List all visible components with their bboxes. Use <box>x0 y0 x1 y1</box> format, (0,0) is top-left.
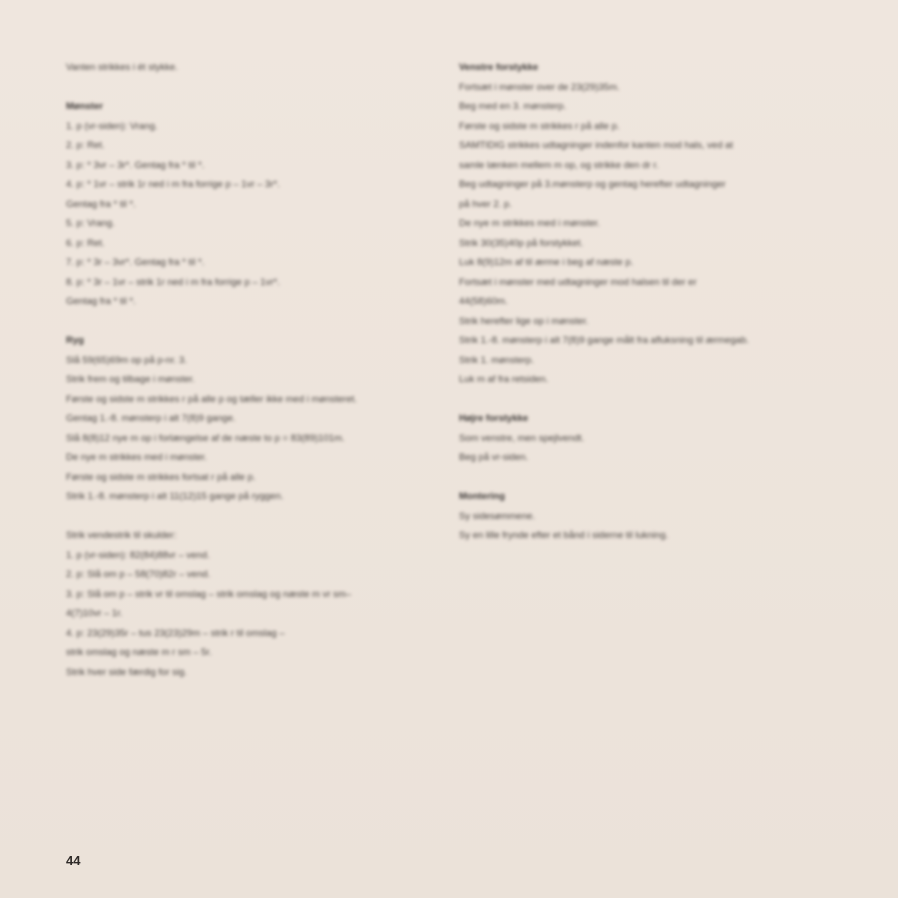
shoulder-line: 3. p: Slå om p – strik vr til omslag – strik omslag og næste m vr sm– <box>66 588 352 600</box>
right-front-line: Beg på vr-siden. <box>459 452 529 463</box>
intro-text: Vanten strikkes i ét stykke. <box>66 62 178 73</box>
left-front-line: Strik 1. mønsterp. <box>459 354 534 366</box>
pattern-line: 7. p: * 3r – 3vr*. Gentag fra * til *. <box>66 257 205 268</box>
pattern-line: 6. p: Ret. <box>66 237 105 249</box>
finishing-heading: Montering <box>459 491 505 502</box>
left-column <box>66 58 438 682</box>
back-line: De nye m strikkes med i mønster. <box>66 452 207 463</box>
back-line: Første og sidste m strikkes r på alle p og tæller ikke med i mønsteret. <box>66 393 357 405</box>
spacer <box>66 312 438 332</box>
left-front-line: Strik herefter lige op i mønster. <box>459 315 589 327</box>
pattern-line: 8. p: * 3r – 1vr – strik 1r ned i m fra forrige p – 1vr*. <box>66 276 280 288</box>
page-number: 44 <box>66 853 81 868</box>
back-line: Strik 1.-8. mønsterp i alt 11(12)15 gange på ryggen. <box>66 491 284 502</box>
shoulder-line: 2. p: Slå om p – 58(70)82r – vend. <box>66 569 211 580</box>
left-front-line: Luk 8(9)12m af til ærme i beg af næste p. <box>459 257 634 268</box>
spacer <box>459 390 834 410</box>
left-front-line: Fortsæt i mønster over de 23(29)35m. <box>459 81 620 93</box>
right-front-heading: Højre forstykke <box>459 413 529 424</box>
pattern-line: Gentag fra * til *. <box>66 296 136 307</box>
back-line: Første og sidste m strikkes fortsat r på alle p. <box>66 471 256 483</box>
right-column <box>459 58 834 546</box>
pattern-line: 1. p (vr-siden): Vrang. <box>66 120 158 132</box>
spacer <box>459 468 834 488</box>
back-heading: Ryg <box>66 335 84 346</box>
shoulder-line: Strik hver side færdig for sig. <box>66 666 187 678</box>
shoulder-line: 4(7)10vr – 1r. <box>66 608 123 619</box>
pattern-line: Gentag fra * til *. <box>66 198 136 210</box>
left-front-line: Beg udtagninger på 3.mønsterp og gentag herefter udtagninger <box>459 179 726 190</box>
left-front-line: De nye m strikkes med i mønster. <box>459 218 600 229</box>
left-front-line: Strik 1.-8. mønsterp i alt 7(8)9 gange målt fra afluksning til ærmegab. <box>459 335 749 346</box>
back-line: Strik frem og tilbage i mønster. <box>66 374 195 385</box>
left-front-line: Fortsæt i mønster med udtagninger mod halsen til der er <box>459 276 697 288</box>
back-line: Slå 8(8)12 nye m op i forlængelse af de næste to p = 83(89)101m. <box>66 432 345 444</box>
spacer <box>66 507 438 527</box>
shoulder-line: 4. p: 23(29)35r – tus 23(23)29m – strik r til omslag – <box>66 627 285 639</box>
pattern-line: 5. p: Vrang. <box>66 218 115 229</box>
shoulder-line: strik omslag og næste m r sm – 5r. <box>66 647 212 658</box>
finishing-line: Sy sidesømmene. <box>459 510 536 522</box>
left-front-line: samle lænken mellem m op, og strikke den dr r. <box>459 159 659 171</box>
pattern-line: 3. p: * 3vr – 3r*. Gentag fra * til *. <box>66 159 205 171</box>
pattern-line: 2. p: Ret. <box>66 140 105 151</box>
finishing-line: Sy en lille frynde efter et bånd i siderne til lukning. <box>459 530 669 541</box>
left-front-heading: Venstre forstykke <box>459 62 539 73</box>
right-front-line: Som venstre, men spejlvendt. <box>459 432 585 444</box>
left-front-line: Beg med en 3. mønsterp. <box>459 101 567 112</box>
back-line: Gentag 1.-8. mønsterp i alt 7(8)9 gange. <box>66 413 236 424</box>
spacer <box>66 78 438 98</box>
shoulder-line: 1. p (vr-siden): 82(84)88vr – vend. <box>66 549 210 561</box>
left-front-line: Strik 30(35)40p på forstykket. <box>459 237 584 249</box>
shoulder-line: Strik vendestrik til skulder: <box>66 530 177 541</box>
left-front-line: 44(58)60m. <box>459 296 508 307</box>
pattern-heading: Mønster <box>66 101 103 112</box>
left-front-line: Luk m af fra retsiden. <box>459 374 549 385</box>
pattern-line: 4. p: * 1vr – strik 1r ned i m fra forrige p – 1vr – 3r*. <box>66 179 280 190</box>
left-front-line: SAMTIDIG strikkes udtagninger indenfor kanten mod hals, ved at <box>459 140 734 151</box>
left-front-line: Første og sidste m strikkes r på alle p. <box>459 120 620 132</box>
left-front-line: på hver 2. p. <box>459 198 512 210</box>
back-line: Slå 59(65)69m op på p-nr. 3. <box>66 354 187 366</box>
